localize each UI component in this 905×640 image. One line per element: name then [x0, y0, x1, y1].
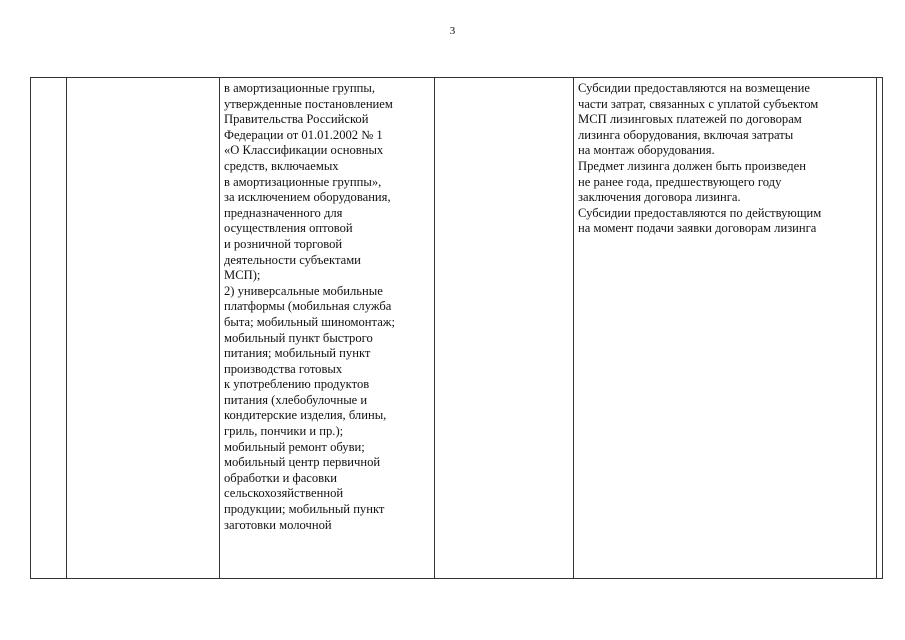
text-line: Предмет лизинга должен быть произведен [578, 158, 806, 173]
text-line: мобильный пункт быстрого [224, 330, 373, 345]
text-line: за исключением оборудования, [224, 190, 391, 205]
text-line: Субсидии предоставляются по действующим [578, 205, 822, 220]
text-line: заключения договора лизинга. [578, 190, 741, 205]
text-line: на монтаж оборудования. [578, 143, 715, 158]
equipment-description-text [220, 78, 434, 533]
text-line: мобильный ремонт обуви; [224, 439, 365, 454]
text-line: продукции; мобильный пункт [224, 502, 385, 517]
text-line: предназначенного для [224, 205, 343, 220]
text-line: 2) универсальные мобильные [224, 283, 383, 298]
text-line: МСП лизинговых платежей по договорам [578, 112, 802, 127]
text-line: обработки и фасовки [224, 470, 337, 485]
text-line: Субсидии предоставляются на возмещение [578, 81, 810, 95]
table-cell-col-5 [574, 78, 877, 579]
text-line: утвержденные постановлением [224, 96, 393, 111]
table-cell-col-4 [435, 78, 574, 579]
text-line: к употреблению продуктов [224, 377, 370, 392]
text-line: производства готовых [224, 361, 343, 376]
text-line: «О Классификации основных [224, 143, 384, 158]
text-line: мобильный центр первичной [224, 455, 381, 470]
text-line: кондитерские изделия, блины, [224, 408, 387, 423]
text-line: в амортизационные группы», [224, 174, 382, 189]
table-row [31, 78, 883, 579]
table-cell-col-2 [67, 78, 220, 579]
table-cell-col-6 [877, 78, 883, 579]
text-line: не ранее года, предшествующего году [578, 174, 782, 189]
text-line: средств, включаемых [224, 158, 339, 173]
text-line: заготовки молочной [224, 517, 332, 532]
text-line: гриль, пончики и пр.); [224, 424, 344, 439]
text-line: в амортизационные группы, [224, 81, 376, 95]
subsidy-conditions-text [574, 78, 876, 237]
text-line: сельскохозяйственной [224, 486, 344, 501]
text-line: Федерации от 01.01.2002 № 1 [224, 127, 383, 142]
text-line: Правительства Российской [224, 112, 369, 127]
text-line: лизинга оборудования, включая затраты [578, 127, 794, 142]
text-line: осуществления оптовой [224, 221, 353, 236]
page-number: 3 [449, 25, 456, 37]
text-line: платформы (мобильная служба [224, 299, 392, 314]
table-cell-col-1 [31, 78, 67, 579]
text-line: питания (хлебобулочные и [224, 392, 368, 407]
text-line: и розничной торговой [224, 236, 343, 251]
text-line: питания; мобильный пункт [224, 346, 371, 361]
document-table [30, 77, 883, 579]
text-line: на момент подачи заявки договорам лизинга [578, 221, 817, 236]
text-line: части затрат, связанных с уплатой субъектом [578, 96, 819, 111]
text-line: быта; мобильный шиномонтаж; [224, 314, 395, 329]
table-cell-col-3 [220, 78, 435, 579]
text-line: деятельности субъектами [224, 252, 361, 267]
text-line: МСП); [224, 268, 261, 283]
